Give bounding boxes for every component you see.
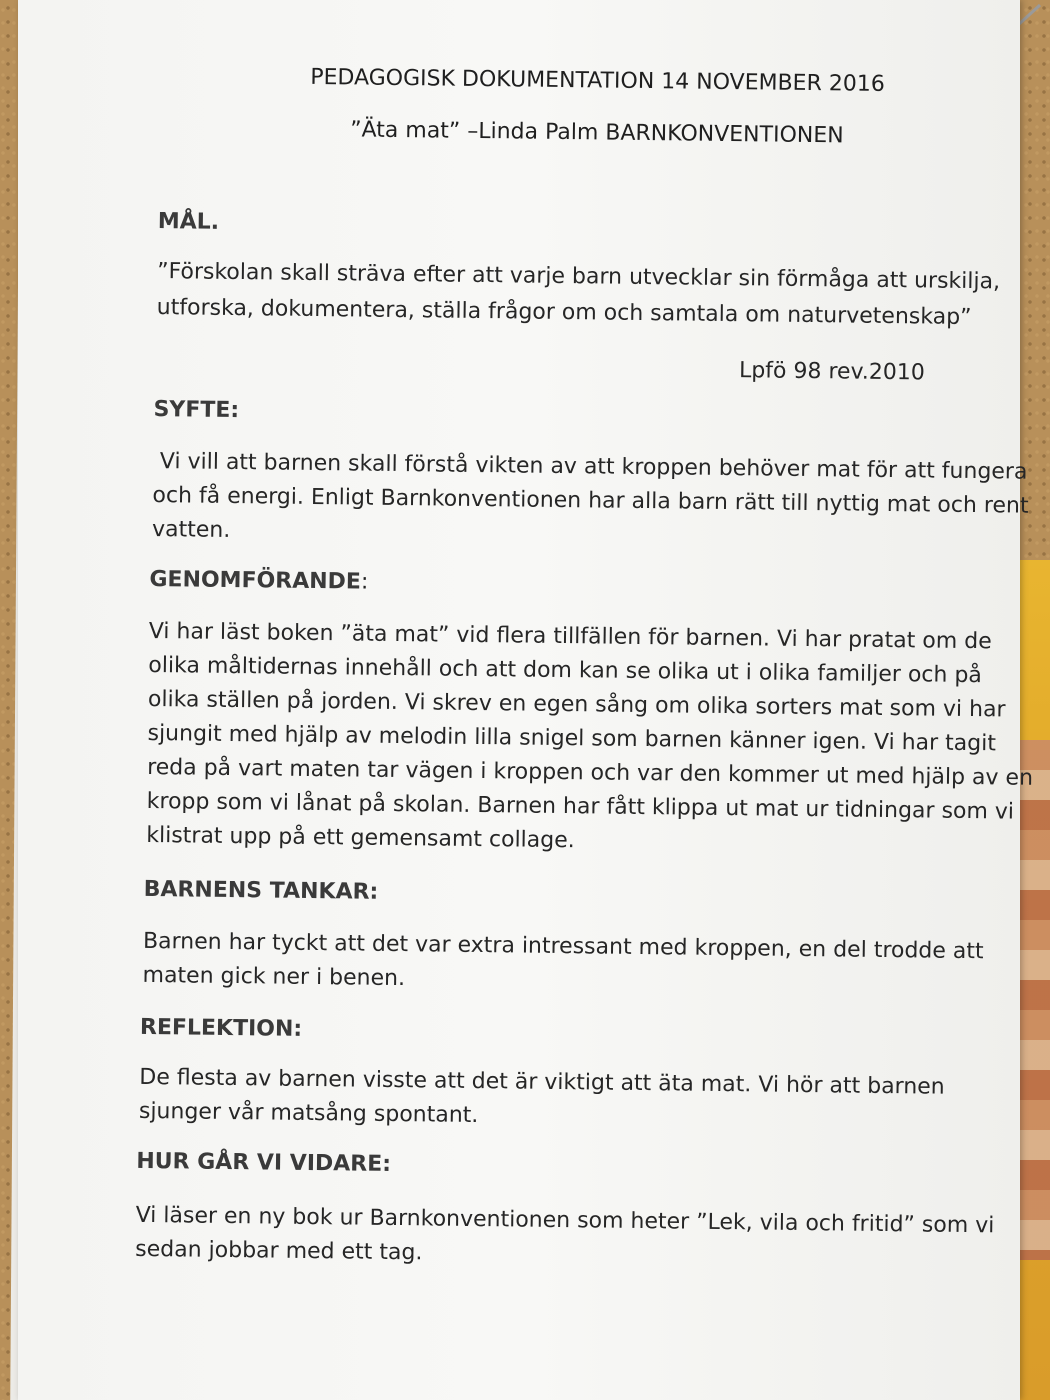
genomforande-line: olika ställen på jorden. Vi skrev en egen sång om olika sorters mat som vi har — [147, 686, 1006, 723]
mal-line: ”Förskolan skall sträva efter att varje barn utvecklar sin förmåga att urskilja, — [157, 259, 1001, 295]
heading-reflektion: REFLEKTION: — [139, 1014, 303, 1042]
heading-syfte: SYFTE: — [153, 397, 240, 424]
syfte-line: vatten. — [151, 517, 231, 543]
document-subtitle: ”Äta mat” –Linda Palm BARNKONVENTIONEN — [350, 117, 844, 149]
genomforande-line: sjungit med hjälp av melodin lilla snigel som barnen känner igen. Vi har tagit — [147, 720, 997, 757]
heading-genomforande — [149, 563, 368, 600]
document-title: PEDAGOGISK DOKUMENTATION 14 NOVEMBER 2016 — [310, 64, 885, 97]
barnens-tankar-line: Barnen har tyckt att det var extra intressant med kroppen, en del trodde att — [142, 928, 984, 965]
mal-source: Lpfö 98 rev.2010 — [738, 358, 925, 386]
heading-genomforande-text: GENOMFÖRANDE — [149, 566, 362, 595]
heading-mal: MÅL. — [157, 209, 220, 235]
hur-gar-vi-vidare-line: sedan jobbar med ett tag. — [135, 1236, 423, 1266]
genomforande-line: olika måltidernas innehåll och att dom kan se olika ut i olika familjer och på — [148, 652, 983, 689]
barnens-tankar-line: maten gick ner i benen. — [142, 962, 406, 992]
heading-hur-gar-vi-vidare: HUR GÅR VI VIDARE: — [136, 1148, 392, 1177]
genomforande-line: Vi har läst boken ”äta mat” vid flera tillfällen för barnen. Vi har pratat om de — [148, 618, 992, 655]
reflektion-line: sjunger vår matsång spontant. — [138, 1098, 479, 1129]
reflektion-line: De flesta av barnen visste att det är viktigt att äta mat. Vi hör att barnen — [139, 1064, 945, 1100]
genomforande-line: klistrat upp på ett gemensamt collage. — [146, 822, 575, 854]
mal-line: utforska, dokumentera, ställa frågor om och samtala om naturvetenskap” — [156, 295, 972, 330]
heading-barnens-tankar: BARNENS TANKAR: — [143, 876, 379, 905]
heading-genomforande-colon: : — [360, 569, 369, 595]
syfte-line: Vi vill att barnen skall förstå vikten av att kroppen behöver mat för att fungera — [152, 449, 1028, 485]
syfte-line: och få energi. Enligt Barnkonventionen har alla barn rätt till nyttig mat och rent — [152, 483, 1029, 519]
genomforande-line: kropp som vi lånat på skolan. Barnen har fått klippa ut mat ur tidningar som vi — [146, 788, 1015, 825]
genomforande-line: reda på vart maten tar vägen i kroppen och var den kommer ut med hjälp av en — [146, 754, 1034, 791]
hur-gar-vi-vidare-line: Vi läser en ny bok ur Barnkonventionen som heter ”Lek, vila och fritid” som vi — [135, 1202, 995, 1239]
